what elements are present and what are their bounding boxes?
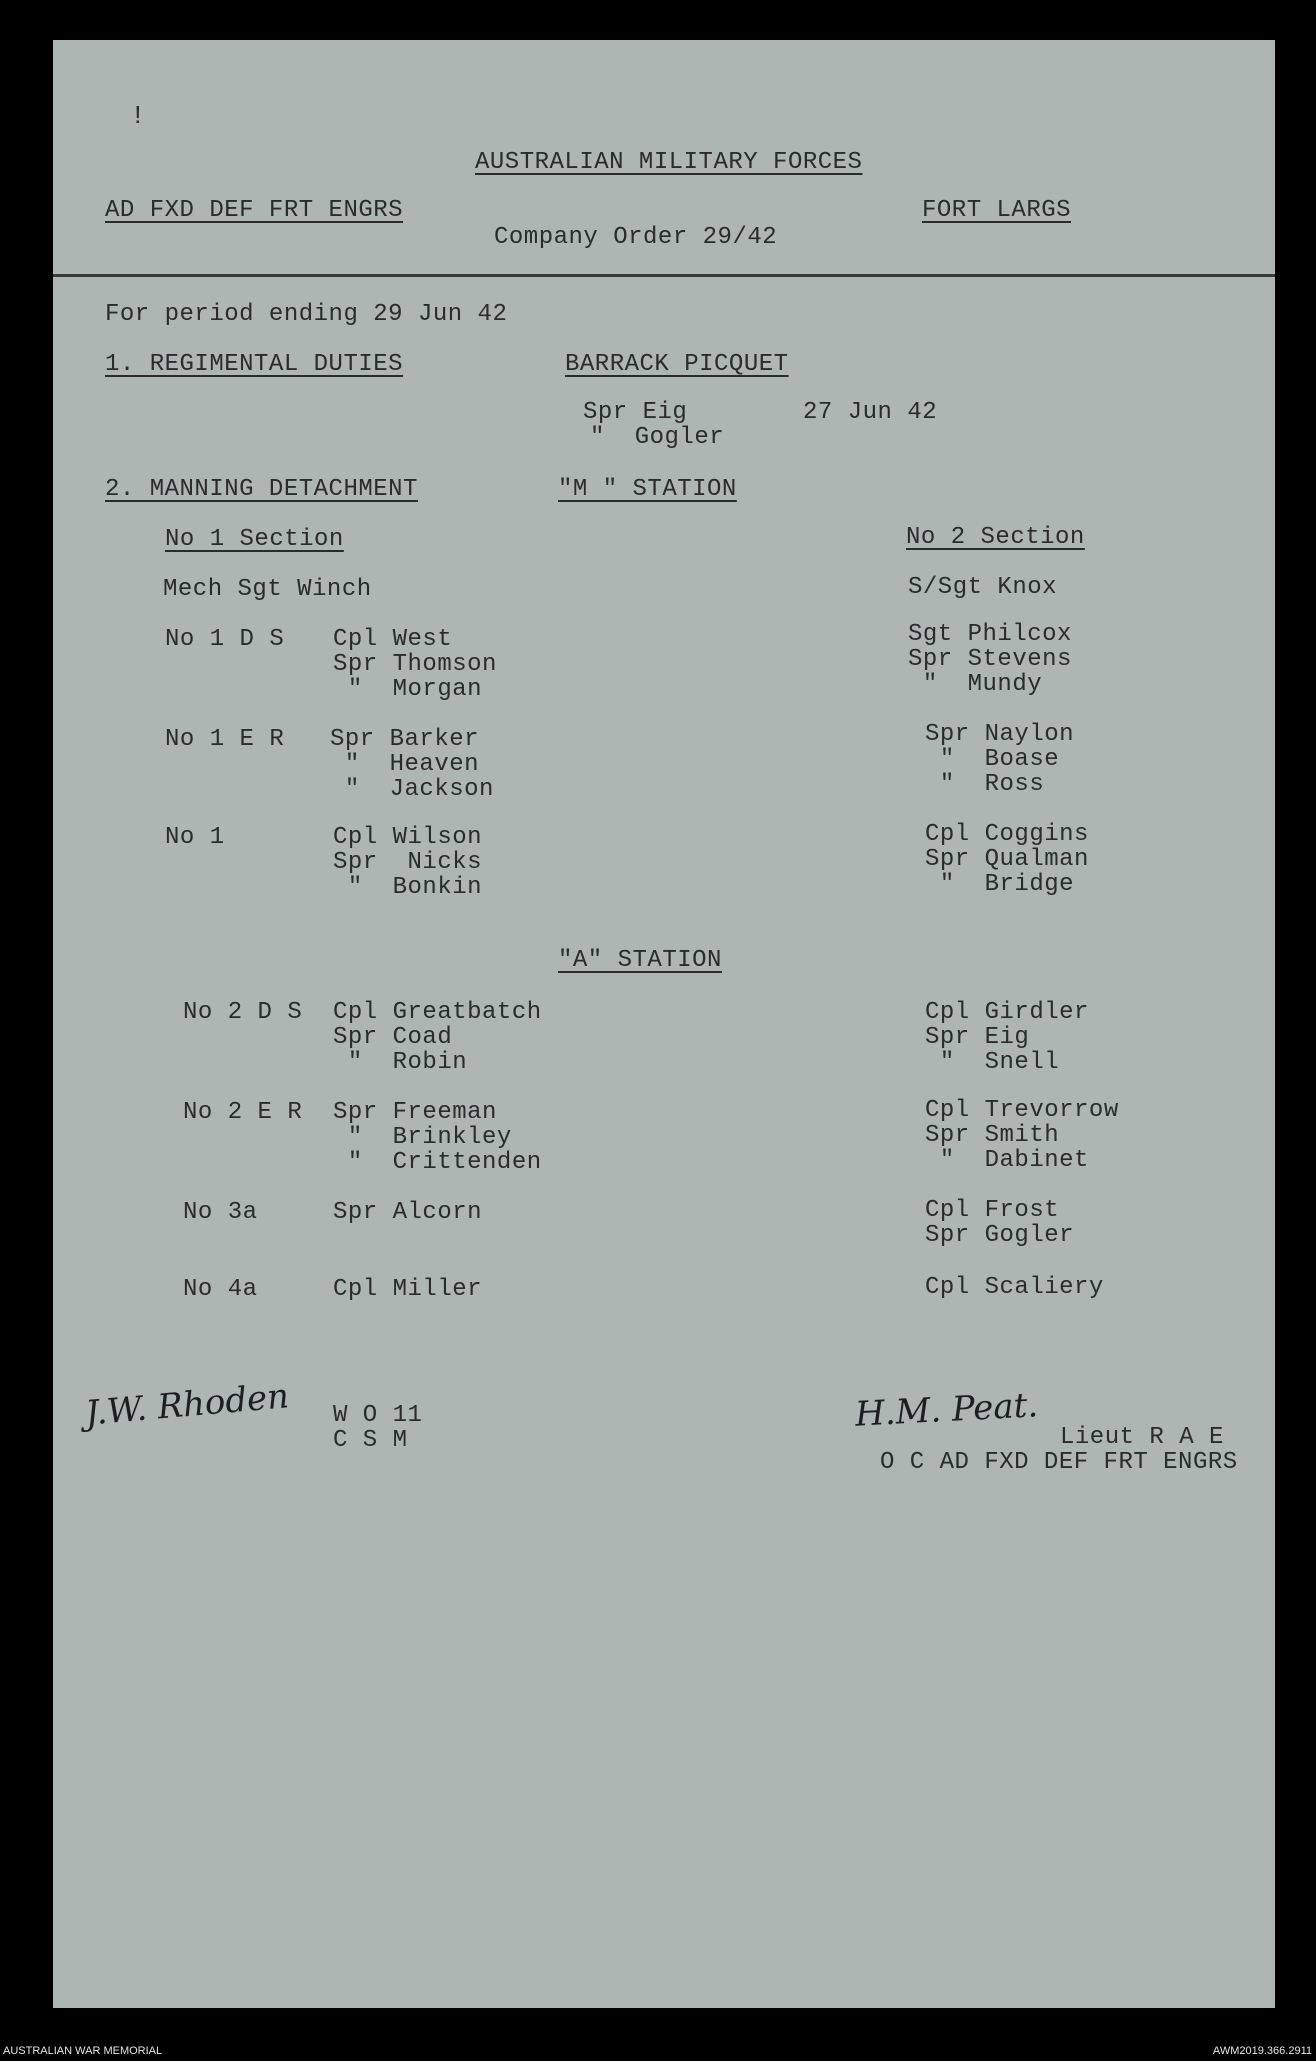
location-name: FORT LARGS — [922, 197, 1072, 224]
crew-member: " Snell — [925, 1049, 1060, 1076]
crew-member: " Ross — [925, 771, 1045, 798]
section-2-lead: S/Sgt Knox — [908, 574, 1058, 601]
section-2-heading: No 2 Section — [906, 524, 1085, 551]
row-label: No 2 E R — [183, 1099, 303, 1126]
oc-signature: H.M. Peat. — [854, 1385, 1040, 1435]
crew-member: Cpl West — [333, 626, 453, 653]
crew-member: Sgt Philcox — [908, 621, 1072, 648]
a-station-heading: "A" STATION — [558, 947, 722, 974]
document-title: AUSTRALIAN MILITARY FORCES — [475, 149, 863, 176]
section-1-heading: No 1 Section — [165, 526, 344, 553]
margin-mark: ! — [130, 101, 147, 131]
row-label: No 3a — [183, 1199, 258, 1226]
csm-rank: C S M — [333, 1427, 408, 1454]
crew-member: " Mundy — [908, 671, 1043, 698]
crew-member: Spr Thomson — [333, 651, 497, 678]
row-label: No 2 D S — [183, 999, 303, 1026]
crew-member: Spr Eig — [925, 1024, 1030, 1051]
manning-detachment-heading: 2. MANNING DETACHMENT — [105, 476, 418, 503]
crew-member: Spr Nicks — [333, 849, 483, 876]
row-label: No 1 E R — [165, 726, 285, 753]
crew-member: " Heaven — [330, 751, 480, 778]
row-label: No 1 D S — [165, 626, 285, 653]
crew-member: " Bridge — [925, 871, 1075, 898]
crew-member: " Robin — [333, 1049, 468, 1076]
footer-institution: AUSTRALIAN WAR MEMORIAL — [3, 2045, 163, 2057]
crew-member: Cpl Frost — [925, 1197, 1060, 1224]
unit-name: AD FXD DEF FRT ENGRS — [105, 197, 404, 224]
oc-title: O C AD FXD DEF FRT ENGRS — [880, 1449, 1238, 1476]
picquet-member: Spr Eig — [583, 399, 688, 426]
crew-member: Cpl Girdler — [925, 999, 1089, 1026]
crew-member: Cpl Wilson — [333, 824, 483, 851]
crew-member: Spr Qualman — [925, 846, 1089, 873]
crew-member: Spr Alcorn — [333, 1199, 483, 1226]
crew-member: Cpl Coggins — [925, 821, 1089, 848]
crew-member: Spr Stevens — [908, 646, 1072, 673]
crew-member: Spr Gogler — [925, 1222, 1075, 1249]
crew-member: " Bonkin — [333, 874, 483, 901]
footer-accession: AWM2019.366.2911 — [1212, 2045, 1312, 2057]
header-divider — [53, 274, 1275, 277]
period-line: For period ending 29 Jun 42 — [105, 301, 508, 328]
picquet-member: " Gogler — [590, 424, 725, 451]
crew-member: " Brinkley — [333, 1124, 512, 1151]
barrack-picquet-title: BARRACK PICQUET — [565, 351, 789, 378]
section-1-lead: Mech Sgt Winch — [163, 576, 372, 603]
picquet-date: 27 Jun 42 — [803, 399, 938, 426]
csm-rank: W O 11 — [333, 1402, 423, 1429]
crew-member: Spr Smith — [925, 1122, 1060, 1149]
crew-member: Cpl Miller — [333, 1276, 483, 1303]
crew-member: " Boase — [925, 746, 1060, 773]
company-order: Company Order 29/42 — [494, 224, 778, 251]
crew-member: " Jackson — [330, 776, 494, 803]
row-label: No 4a — [183, 1276, 258, 1303]
m-station-heading: "M " STATION — [558, 476, 737, 503]
oc-rank: Lieut R A E — [1060, 1424, 1224, 1451]
crew-member: " Morgan — [333, 676, 483, 703]
csm-signature: J.W. Rhoden — [83, 1376, 291, 1434]
regimental-duties-heading: 1. REGIMENTAL DUTIES — [105, 351, 404, 378]
crew-member: Cpl Greatbatch — [333, 999, 542, 1026]
crew-member: " Dabinet — [925, 1147, 1089, 1174]
crew-member: " Crittenden — [333, 1149, 542, 1176]
row-label: No 1 — [165, 824, 225, 851]
crew-member: Spr Freeman — [333, 1099, 497, 1126]
crew-member: Spr Barker — [330, 726, 480, 753]
crew-member: Cpl Trevorrow — [925, 1097, 1119, 1124]
crew-member: Cpl Scaliery — [925, 1274, 1104, 1301]
crew-member: Spr Coad — [333, 1024, 453, 1051]
crew-member: Spr Naylon — [925, 721, 1075, 748]
